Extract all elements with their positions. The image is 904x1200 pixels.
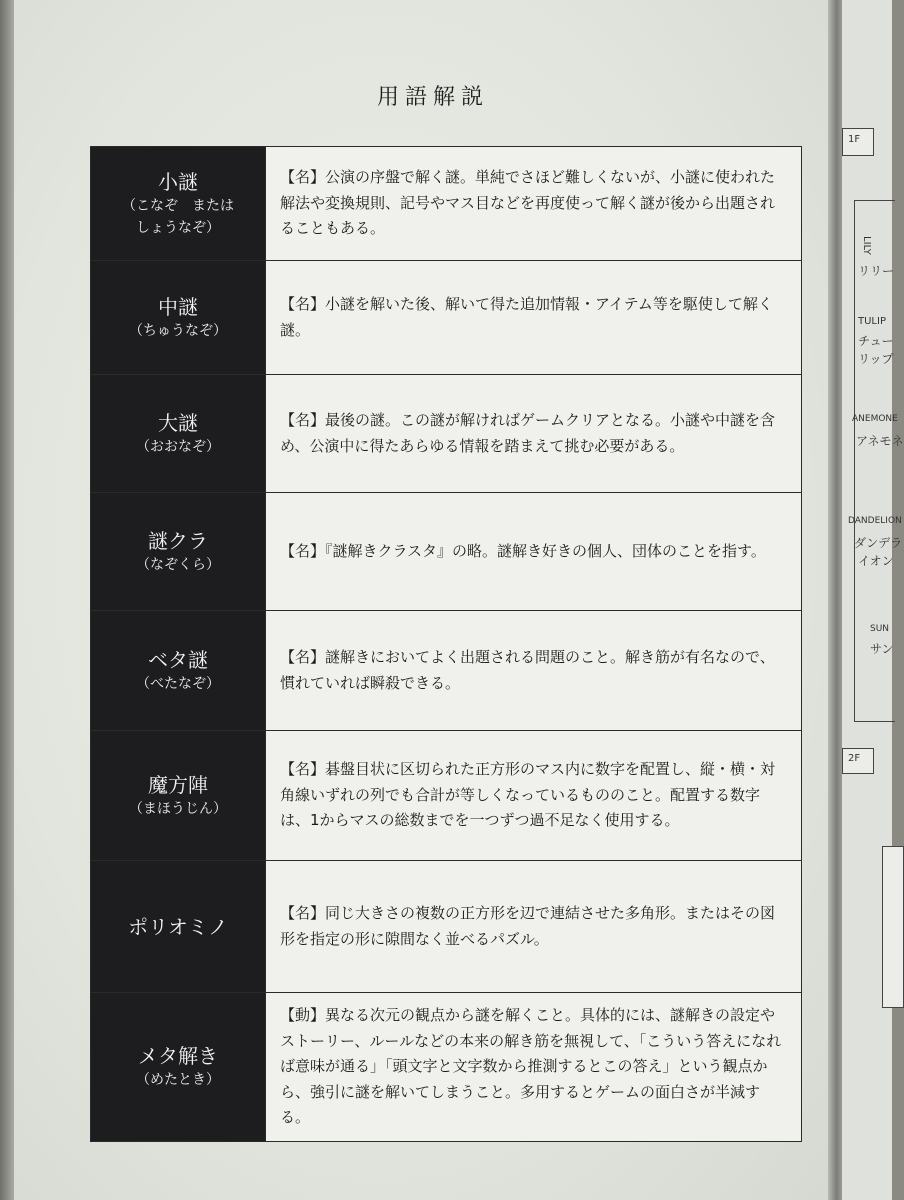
term-name: 中謎: [158, 294, 198, 319]
facing-label: イオン: [858, 554, 894, 568]
glossary-row-oonazo: [91, 375, 802, 493]
glossary-row-nazokura: [91, 493, 802, 611]
term-cell: [91, 375, 266, 493]
facing-page-edge: [842, 0, 904, 1200]
facing-label: リリー: [858, 264, 895, 278]
definition-cell: 【名】『謎解きクラスタ』の略。謎解き好きの個人、団体のことを指す。: [266, 493, 802, 611]
term-cell: [91, 993, 266, 1142]
floor-label-1f: 1F: [848, 134, 861, 145]
page-title: 用語解説: [376, 85, 489, 110]
floor-label-2f: 2F: [848, 753, 861, 764]
term-reading: （こなぞ または しょうなぞ）: [122, 197, 234, 236]
term-name: 魔方陣: [148, 772, 208, 797]
facing-room-box: [882, 846, 904, 1008]
facing-label: チュー: [858, 334, 894, 348]
facing-label: TULIP: [858, 316, 886, 327]
term-reading: （めたとき）: [136, 1071, 220, 1088]
facing-label: LILY: [861, 236, 872, 255]
term-cell: [91, 261, 266, 375]
glossary-row-chunazo: [91, 261, 802, 375]
term-name: 大謎: [158, 410, 198, 435]
facing-label: ANEMONE: [852, 414, 898, 424]
term-reading: （おおなぞ）: [136, 438, 220, 455]
book-gutter-shadow: [0, 0, 14, 1200]
glossary-row-metatoki: [91, 993, 802, 1142]
glossary-row-betanazo: [91, 611, 802, 731]
facing-label: SUN: [870, 624, 890, 634]
term-reading: （まほうじん）: [129, 800, 227, 817]
definition-cell: 【名】碁盤目状に区切られた正方形のマス内に数字を配置し、縦・横・対角線いずれの列でも合計が等しくなっているもののこと。配置する数字は、1からマスの総数までを一つずつ過不足なく使用する。: [266, 731, 802, 861]
term-reading: （ちゅうなぞ）: [129, 322, 227, 339]
term-name: 小謎: [158, 169, 198, 194]
term-cell: [91, 611, 266, 731]
facing-label: サン: [870, 642, 894, 656]
term-cell: [91, 731, 266, 861]
book-spine-shadow: [828, 0, 842, 1200]
definition-cell: 【名】最後の謎。この謎が解ければゲームクリアとなる。小謎や中謎を含め、公演中に得たあらゆる情報を踏まえて挑む必要がある。: [266, 375, 802, 493]
definition-cell: 【動】異なる次元の観点から謎を解くこと。具体的には、謎解きの設定やストーリー、ルールなどの本来の解き筋を無視して、「こういう答えになれば意味が通る」「頭文字と文字数から推測するとこの答え」という観点から、強引に謎を解いてしまうこと。多用するとゲームの面白さが半減する。: [266, 993, 802, 1142]
facing-label: リップ: [858, 352, 894, 366]
term-name: ポリオミノ: [128, 914, 228, 939]
definition-cell: 【名】公演の序盤で解く謎。単純でさほど難しくないが、小謎に使われた解法や変換規則、記号やマス目などを再度使って解く謎が後から出題されることもある。: [266, 147, 802, 261]
term-reading: （なぞくら）: [136, 556, 220, 573]
definition-cell: 【名】小謎を解いた後、解いて得た追加情報・アイテム等を駆使して解く謎。: [266, 261, 802, 375]
glossary-row-polyomino: [91, 861, 802, 993]
term-cell: [91, 147, 266, 261]
facing-label: DANDELION: [848, 516, 902, 526]
facing-label: アネモネ: [856, 434, 904, 448]
term-name: 謎クラ: [148, 528, 208, 553]
term-reading: （べたなぞ）: [136, 675, 220, 692]
glossary-table: [90, 146, 802, 1142]
definition-cell: 【名】同じ大きさの複数の正方形を辺で連結させた多角形。またはその図形を指定の形に隙間なく並べるパズル。: [266, 861, 802, 993]
term-cell: [91, 493, 266, 611]
glossary-row-mahoujin: [91, 731, 802, 861]
term-name: メタ解き: [138, 1043, 218, 1068]
term-name: ベタ謎: [148, 647, 208, 672]
glossary-row-konazo: [91, 147, 802, 261]
term-cell: [91, 861, 266, 993]
facing-label: ダンデラ: [854, 536, 903, 550]
definition-cell: 【名】謎解きにおいてよく出題される問題のこと。解き筋が有名なので、慣れていれば瞬殺できる。: [266, 611, 802, 731]
